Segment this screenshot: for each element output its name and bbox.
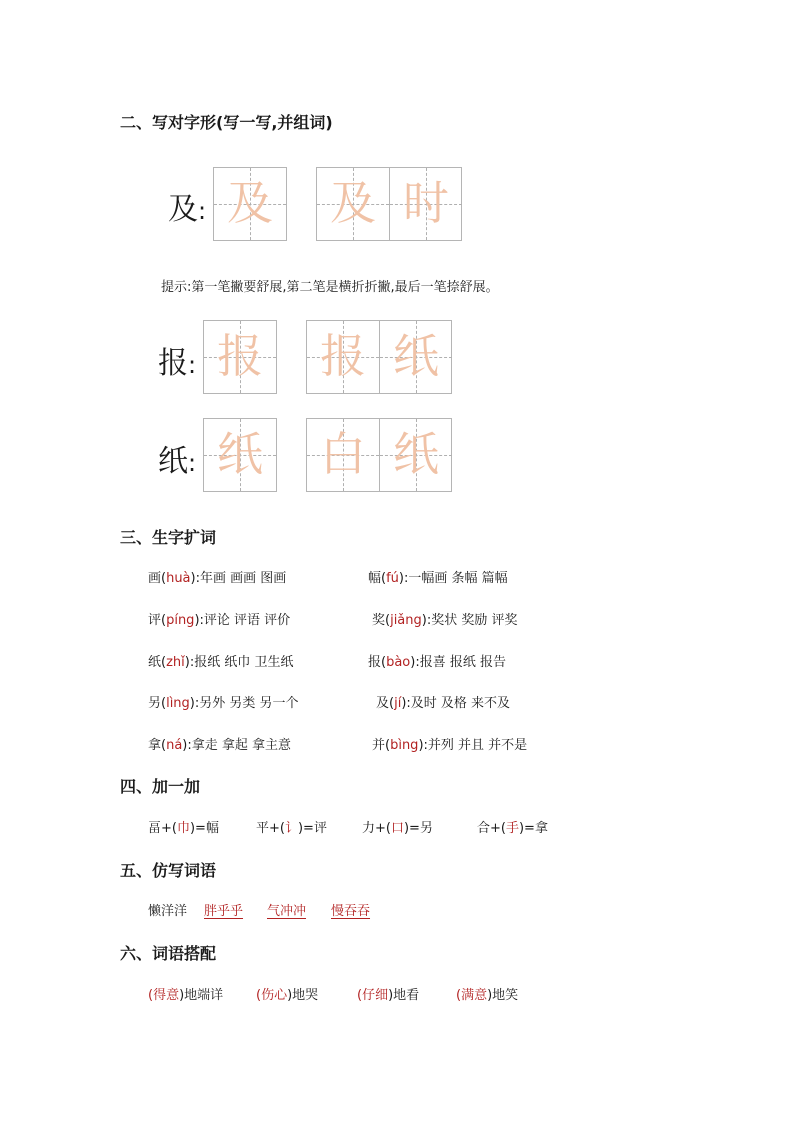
word-entry: 另(lìng):另外 另类 另一个 <box>148 696 299 711</box>
add-item: 合+(手)=拿 <box>477 821 548 836</box>
writing-grid-single[interactable] <box>203 320 277 394</box>
collocation-item: (伤心)地哭 <box>256 988 319 1003</box>
answer-word: 胖乎乎 <box>204 904 244 919</box>
add-item: 力+(口)=另 <box>362 821 433 836</box>
grid-char: 时 <box>403 176 449 230</box>
collocation-item: (满意)地笑 <box>456 988 519 1003</box>
hint-text: 提示:第一笔撇要舒展,第二笔是横折折撇,最后一笔捺舒展。 <box>161 280 499 295</box>
char-label-bao: 报: <box>158 346 197 381</box>
section4-title: 四、加一加 <box>120 777 201 796</box>
section6-title: 六、词语搭配 <box>120 944 217 963</box>
char-label-ji: 及: <box>168 192 207 227</box>
writing-grid-single[interactable] <box>203 418 277 492</box>
section5-title: 五、仿写词语 <box>120 861 217 880</box>
section3-title: 三、生字扩词 <box>120 528 217 547</box>
grid-char: 白 <box>320 427 366 481</box>
word-entry: 拿(ná):拿走 拿起 拿主意 <box>148 738 292 753</box>
grid-char: 纸 <box>393 427 439 481</box>
add-item: 平+(讠)=评 <box>256 821 327 836</box>
grid-char: 纸 <box>217 427 263 481</box>
word-entry: 幅(fú):一幅画 条幅 篇幅 <box>368 571 508 586</box>
char-label-zhi: 纸: <box>158 444 197 479</box>
grid-char: 纸 <box>393 329 439 383</box>
add-item: 畐+(巾)=幅 <box>148 821 219 836</box>
section2-title: 二、写对字形(写一写,并组词) <box>120 113 333 132</box>
grid-char: 及 <box>227 176 273 230</box>
word-entry: 纸(zhǐ):报纸 纸巾 卫生纸 <box>148 655 294 670</box>
writing-grid-pair[interactable] <box>306 418 452 492</box>
grid-char: 报 <box>320 329 366 383</box>
word-entry: 奖(jiǎng):奖状 奖励 评奖 <box>372 613 518 628</box>
word-entry: 及(jí):及时 及格 来不及 <box>376 696 511 711</box>
example-word: 懒洋洋 <box>148 904 188 919</box>
grid-char: 报 <box>217 329 263 383</box>
collocation-item: (仔细)地看 <box>357 988 420 1003</box>
writing-grid-pair[interactable] <box>306 320 452 394</box>
word-entry: 报(bào):报喜 报纸 报告 <box>368 655 506 670</box>
writing-grid-single[interactable] <box>213 167 287 241</box>
collocation-item: (得意)地端详 <box>148 988 224 1003</box>
answer-word: 气冲冲 <box>267 904 307 919</box>
word-entry: 并(bìng):并列 并且 并不是 <box>372 738 528 753</box>
answer-word: 慢吞吞 <box>331 904 371 919</box>
word-entry: 评(píng):评论 评语 评价 <box>148 613 291 628</box>
word-entry: 画(huà):年画 画画 图画 <box>148 571 287 586</box>
grid-char: 及 <box>330 176 376 230</box>
writing-grid-pair[interactable] <box>316 167 462 241</box>
